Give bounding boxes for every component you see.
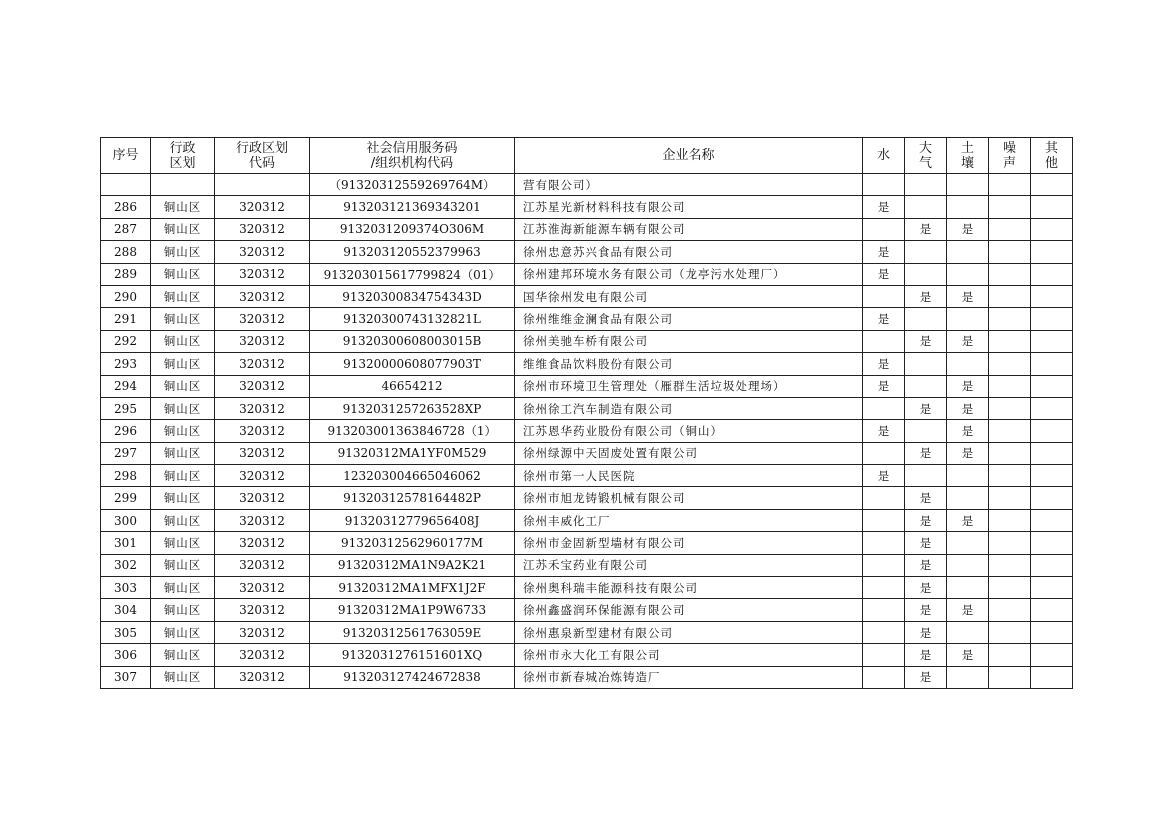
seq-cell: 292 [101, 330, 151, 352]
district-code-cell: 320312 [215, 241, 310, 263]
other-mark [1031, 241, 1073, 263]
company-name-cell: 徐州奥科瑞丰能源科技有限公司 [515, 577, 863, 599]
other-mark [1031, 174, 1073, 196]
district-code-cell: 320312 [215, 353, 310, 375]
seq-cell: 297 [101, 442, 151, 464]
water-mark [863, 644, 905, 666]
air-mark: 是 [905, 218, 947, 240]
other-mark [1031, 420, 1073, 442]
seq-cell: 291 [101, 308, 151, 330]
noise-mark [989, 509, 1031, 531]
credit-code-cell: 91320312MA1YF0M529 [310, 442, 515, 464]
other-mark [1031, 330, 1073, 352]
water-mark [863, 599, 905, 621]
district-code-cell: 320312 [215, 285, 310, 307]
soil-mark [947, 487, 989, 509]
table-row [101, 442, 1073, 464]
header-district: 行政 区划 [151, 138, 215, 174]
water-mark [863, 666, 905, 688]
soil-mark: 是 [947, 218, 989, 240]
table-row [101, 509, 1073, 531]
seq-cell: 286 [101, 196, 151, 218]
header-district-code: 行政区划 代码 [215, 138, 310, 174]
soil-mark [947, 621, 989, 643]
noise-mark [989, 263, 1031, 285]
soil-mark: 是 [947, 442, 989, 464]
seq-cell: 288 [101, 241, 151, 263]
credit-code-cell: 91320300834754343D [310, 285, 515, 307]
credit-code-cell: 91320300743132821L [310, 308, 515, 330]
noise-mark [989, 308, 1031, 330]
air-mark: 是 [905, 487, 947, 509]
seq-cell: 303 [101, 577, 151, 599]
credit-code-cell: 913203127424672838 [310, 666, 515, 688]
header-water: 水 [863, 138, 905, 174]
seq-cell: 289 [101, 263, 151, 285]
table-row [101, 487, 1073, 509]
table-row [101, 465, 1073, 487]
table-row [101, 532, 1073, 554]
credit-code-cell: 123203004665046062 [310, 465, 515, 487]
soil-mark [947, 554, 989, 576]
soil-mark [947, 577, 989, 599]
water-mark [863, 554, 905, 576]
air-mark [905, 196, 947, 218]
seq-cell: 295 [101, 397, 151, 419]
soil-mark: 是 [947, 330, 989, 352]
district-code-cell [215, 174, 310, 196]
table-row [101, 621, 1073, 643]
seq-cell: 287 [101, 218, 151, 240]
seq-cell: 300 [101, 509, 151, 531]
district-code-cell: 320312 [215, 263, 310, 285]
other-mark [1031, 196, 1073, 218]
district-code-cell: 320312 [215, 666, 310, 688]
header-credit-code: 社会信用服务码 /组织机构代码 [310, 138, 515, 174]
air-mark [905, 174, 947, 196]
soil-mark [947, 196, 989, 218]
air-mark [905, 308, 947, 330]
district-code-cell: 320312 [215, 532, 310, 554]
table-row [101, 420, 1073, 442]
credit-code-cell: 9132031257263528XP [310, 397, 515, 419]
table-row [101, 241, 1073, 263]
seq-cell: 305 [101, 621, 151, 643]
water-mark [863, 330, 905, 352]
other-mark [1031, 353, 1073, 375]
company-name-cell: 徐州绿源中天固废处置有限公司 [515, 442, 863, 464]
noise-mark [989, 397, 1031, 419]
company-name-cell: 徐州市新春城冶炼铸造厂 [515, 666, 863, 688]
seq-cell: 306 [101, 644, 151, 666]
table-row [101, 577, 1073, 599]
noise-mark [989, 353, 1031, 375]
water-mark: 是 [863, 263, 905, 285]
soil-mark [947, 174, 989, 196]
noise-mark [989, 487, 1031, 509]
soil-mark [947, 465, 989, 487]
district-code-cell: 320312 [215, 554, 310, 576]
table-body [101, 174, 1073, 689]
noise-mark [989, 196, 1031, 218]
table-row [101, 375, 1073, 397]
noise-mark [989, 330, 1031, 352]
table-row [101, 554, 1073, 576]
other-mark [1031, 577, 1073, 599]
company-name-cell: 徐州市金固新型墙材有限公司 [515, 532, 863, 554]
district-code-cell: 320312 [215, 308, 310, 330]
company-name-cell: 营有限公司） [515, 174, 863, 196]
table-row [101, 644, 1073, 666]
water-mark [863, 397, 905, 419]
seq-cell: 307 [101, 666, 151, 688]
air-mark [905, 420, 947, 442]
district-code-cell: 320312 [215, 442, 310, 464]
district-code-cell: 320312 [215, 420, 310, 442]
district-cell: 铜山区 [151, 397, 215, 419]
company-name-cell: 国华徐州发电有限公司 [515, 285, 863, 307]
soil-mark: 是 [947, 285, 989, 307]
air-mark: 是 [905, 554, 947, 576]
water-mark [863, 621, 905, 643]
credit-code-cell: 9132031276151601XQ [310, 644, 515, 666]
water-mark [863, 174, 905, 196]
other-mark [1031, 263, 1073, 285]
credit-code-cell: 913203001363846728（1） [310, 420, 515, 442]
district-cell: 铜山区 [151, 375, 215, 397]
table-row [101, 353, 1073, 375]
company-name-cell: 维维食品饮料股份有限公司 [515, 353, 863, 375]
water-mark [863, 218, 905, 240]
company-name-cell: 徐州美驰车桥有限公司 [515, 330, 863, 352]
district-cell [151, 174, 215, 196]
noise-mark [989, 285, 1031, 307]
company-name-cell: 徐州市第一人民医院 [515, 465, 863, 487]
district-code-cell: 320312 [215, 465, 310, 487]
soil-mark [947, 263, 989, 285]
seq-cell: 296 [101, 420, 151, 442]
other-mark [1031, 218, 1073, 240]
noise-mark [989, 644, 1031, 666]
credit-code-cell: 91320312578164482P [310, 487, 515, 509]
noise-mark [989, 241, 1031, 263]
district-code-cell: 320312 [215, 599, 310, 621]
district-cell: 铜山区 [151, 465, 215, 487]
company-name-cell: 徐州市永大化工有限公司 [515, 644, 863, 666]
header-other: 其 他 [1031, 138, 1073, 174]
soil-mark [947, 353, 989, 375]
water-mark [863, 442, 905, 464]
district-code-cell: 320312 [215, 577, 310, 599]
credit-code-cell: 913203121369343201 [310, 196, 515, 218]
noise-mark [989, 218, 1031, 240]
noise-mark [989, 554, 1031, 576]
company-name-cell: 徐州丰威化工厂 [515, 509, 863, 531]
other-mark [1031, 397, 1073, 419]
noise-mark [989, 532, 1031, 554]
air-mark: 是 [905, 330, 947, 352]
table-row [101, 599, 1073, 621]
noise-mark [989, 442, 1031, 464]
seq-cell [101, 174, 151, 196]
table-row [101, 285, 1073, 307]
district-cell: 铜山区 [151, 308, 215, 330]
air-mark: 是 [905, 285, 947, 307]
other-mark [1031, 375, 1073, 397]
other-mark [1031, 442, 1073, 464]
credit-code-cell: 91320300608003015B [310, 330, 515, 352]
soil-mark [947, 241, 989, 263]
company-name-cell: 徐州维维金澜食品有限公司 [515, 308, 863, 330]
other-mark [1031, 532, 1073, 554]
credit-code-cell: 91320312MA1P9W6733 [310, 599, 515, 621]
district-cell: 铜山区 [151, 577, 215, 599]
company-name-cell: 徐州忠意苏兴食品有限公司 [515, 241, 863, 263]
district-code-cell: 320312 [215, 196, 310, 218]
credit-code-cell: 91320312562960177M [310, 532, 515, 554]
other-mark [1031, 465, 1073, 487]
soil-mark [947, 532, 989, 554]
header-air: 大 气 [905, 138, 947, 174]
district-cell: 铜山区 [151, 263, 215, 285]
water-mark: 是 [863, 375, 905, 397]
credit-code-cell: （91320312559269764M） [310, 174, 515, 196]
soil-mark [947, 666, 989, 688]
other-mark [1031, 621, 1073, 643]
district-cell: 铜山区 [151, 196, 215, 218]
company-name-cell: 徐州市环境卫生管理处（雁群生活垃圾处理场） [515, 375, 863, 397]
company-name-cell: 徐州徐工汽车制造有限公司 [515, 397, 863, 419]
water-mark: 是 [863, 420, 905, 442]
company-name-cell: 江苏淮海新能源车辆有限公司 [515, 218, 863, 240]
noise-mark [989, 420, 1031, 442]
district-cell: 铜山区 [151, 644, 215, 666]
soil-mark: 是 [947, 644, 989, 666]
noise-mark [989, 577, 1031, 599]
company-name-cell: 徐州惠泉新型建材有限公司 [515, 621, 863, 643]
other-mark [1031, 644, 1073, 666]
other-mark [1031, 666, 1073, 688]
air-mark: 是 [905, 509, 947, 531]
table-row [101, 174, 1073, 196]
noise-mark [989, 375, 1031, 397]
district-cell: 铜山区 [151, 509, 215, 531]
water-mark: 是 [863, 241, 905, 263]
district-code-cell: 320312 [215, 218, 310, 240]
air-mark: 是 [905, 599, 947, 621]
district-cell: 铜山区 [151, 532, 215, 554]
table-row [101, 218, 1073, 240]
other-mark [1031, 554, 1073, 576]
soil-mark [947, 308, 989, 330]
seq-cell: 298 [101, 465, 151, 487]
credit-code-cell: 91320312779656408J [310, 509, 515, 531]
header-soil: 土 壤 [947, 138, 989, 174]
seq-cell: 304 [101, 599, 151, 621]
other-mark [1031, 599, 1073, 621]
water-mark [863, 509, 905, 531]
district-cell: 铜山区 [151, 666, 215, 688]
seq-cell: 293 [101, 353, 151, 375]
air-mark: 是 [905, 621, 947, 643]
seq-cell: 290 [101, 285, 151, 307]
credit-code-cell: 9132031209374O306M [310, 218, 515, 240]
seq-cell: 299 [101, 487, 151, 509]
credit-code-cell: 913203120552379963 [310, 241, 515, 263]
company-name-cell: 徐州建邦环境水务有限公司（龙亭污水处理厂） [515, 263, 863, 285]
water-mark [863, 285, 905, 307]
table-row [101, 397, 1073, 419]
air-mark: 是 [905, 442, 947, 464]
district-code-cell: 320312 [215, 397, 310, 419]
water-mark [863, 577, 905, 599]
company-name-cell: 江苏禾宝药业有限公司 [515, 554, 863, 576]
table-row [101, 196, 1073, 218]
district-code-cell: 320312 [215, 644, 310, 666]
district-cell: 铜山区 [151, 621, 215, 643]
district-cell: 铜山区 [151, 218, 215, 240]
water-mark [863, 487, 905, 509]
noise-mark [989, 465, 1031, 487]
district-cell: 铜山区 [151, 599, 215, 621]
other-mark [1031, 487, 1073, 509]
soil-mark: 是 [947, 509, 989, 531]
header-company-name: 企业名称 [515, 138, 863, 174]
company-name-cell: 江苏恩华药业股份有限公司（铜山） [515, 420, 863, 442]
water-mark: 是 [863, 196, 905, 218]
air-mark [905, 263, 947, 285]
other-mark [1031, 308, 1073, 330]
credit-code-cell: 91320000608077903T [310, 353, 515, 375]
header-noise: 噪 声 [989, 138, 1031, 174]
district-code-cell: 320312 [215, 621, 310, 643]
seq-cell: 302 [101, 554, 151, 576]
district-cell: 铜山区 [151, 487, 215, 509]
seq-cell: 301 [101, 532, 151, 554]
credit-code-cell: 913203015617799824（01） [310, 263, 515, 285]
district-cell: 铜山区 [151, 420, 215, 442]
air-mark [905, 465, 947, 487]
company-name-cell: 徐州鑫盛润环保能源有限公司 [515, 599, 863, 621]
table-row [101, 263, 1073, 285]
district-code-cell: 320312 [215, 509, 310, 531]
district-cell: 铜山区 [151, 554, 215, 576]
water-mark [863, 532, 905, 554]
other-mark [1031, 509, 1073, 531]
air-mark: 是 [905, 666, 947, 688]
air-mark: 是 [905, 532, 947, 554]
noise-mark [989, 666, 1031, 688]
credit-code-cell: 91320312561763059E [310, 621, 515, 643]
district-code-cell: 320312 [215, 375, 310, 397]
table-header [101, 138, 1073, 174]
table-row [101, 308, 1073, 330]
water-mark: 是 [863, 353, 905, 375]
seq-cell: 294 [101, 375, 151, 397]
air-mark [905, 241, 947, 263]
district-cell: 铜山区 [151, 330, 215, 352]
table-row [101, 666, 1073, 688]
soil-mark: 是 [947, 599, 989, 621]
header-seq: 序号 [101, 138, 151, 174]
air-mark: 是 [905, 577, 947, 599]
district-code-cell: 320312 [215, 330, 310, 352]
air-mark: 是 [905, 644, 947, 666]
enterprise-table [100, 137, 1073, 689]
soil-mark: 是 [947, 397, 989, 419]
air-mark [905, 375, 947, 397]
credit-code-cell: 91320312MA1N9A2K21 [310, 554, 515, 576]
header-row [101, 138, 1073, 174]
credit-code-cell: 91320312MA1MFX1J2F [310, 577, 515, 599]
company-name-cell: 徐州市旭龙铸锻机械有限公司 [515, 487, 863, 509]
soil-mark: 是 [947, 420, 989, 442]
noise-mark [989, 599, 1031, 621]
district-cell: 铜山区 [151, 285, 215, 307]
other-mark [1031, 285, 1073, 307]
district-cell: 铜山区 [151, 353, 215, 375]
company-name-cell: 江苏星光新材料科技有限公司 [515, 196, 863, 218]
table-row [101, 330, 1073, 352]
noise-mark [989, 174, 1031, 196]
soil-mark: 是 [947, 375, 989, 397]
credit-code-cell: 46654212 [310, 375, 515, 397]
noise-mark [989, 621, 1031, 643]
air-mark [905, 353, 947, 375]
air-mark: 是 [905, 397, 947, 419]
district-cell: 铜山区 [151, 442, 215, 464]
district-cell: 铜山区 [151, 241, 215, 263]
water-mark: 是 [863, 465, 905, 487]
water-mark: 是 [863, 308, 905, 330]
district-code-cell: 320312 [215, 487, 310, 509]
